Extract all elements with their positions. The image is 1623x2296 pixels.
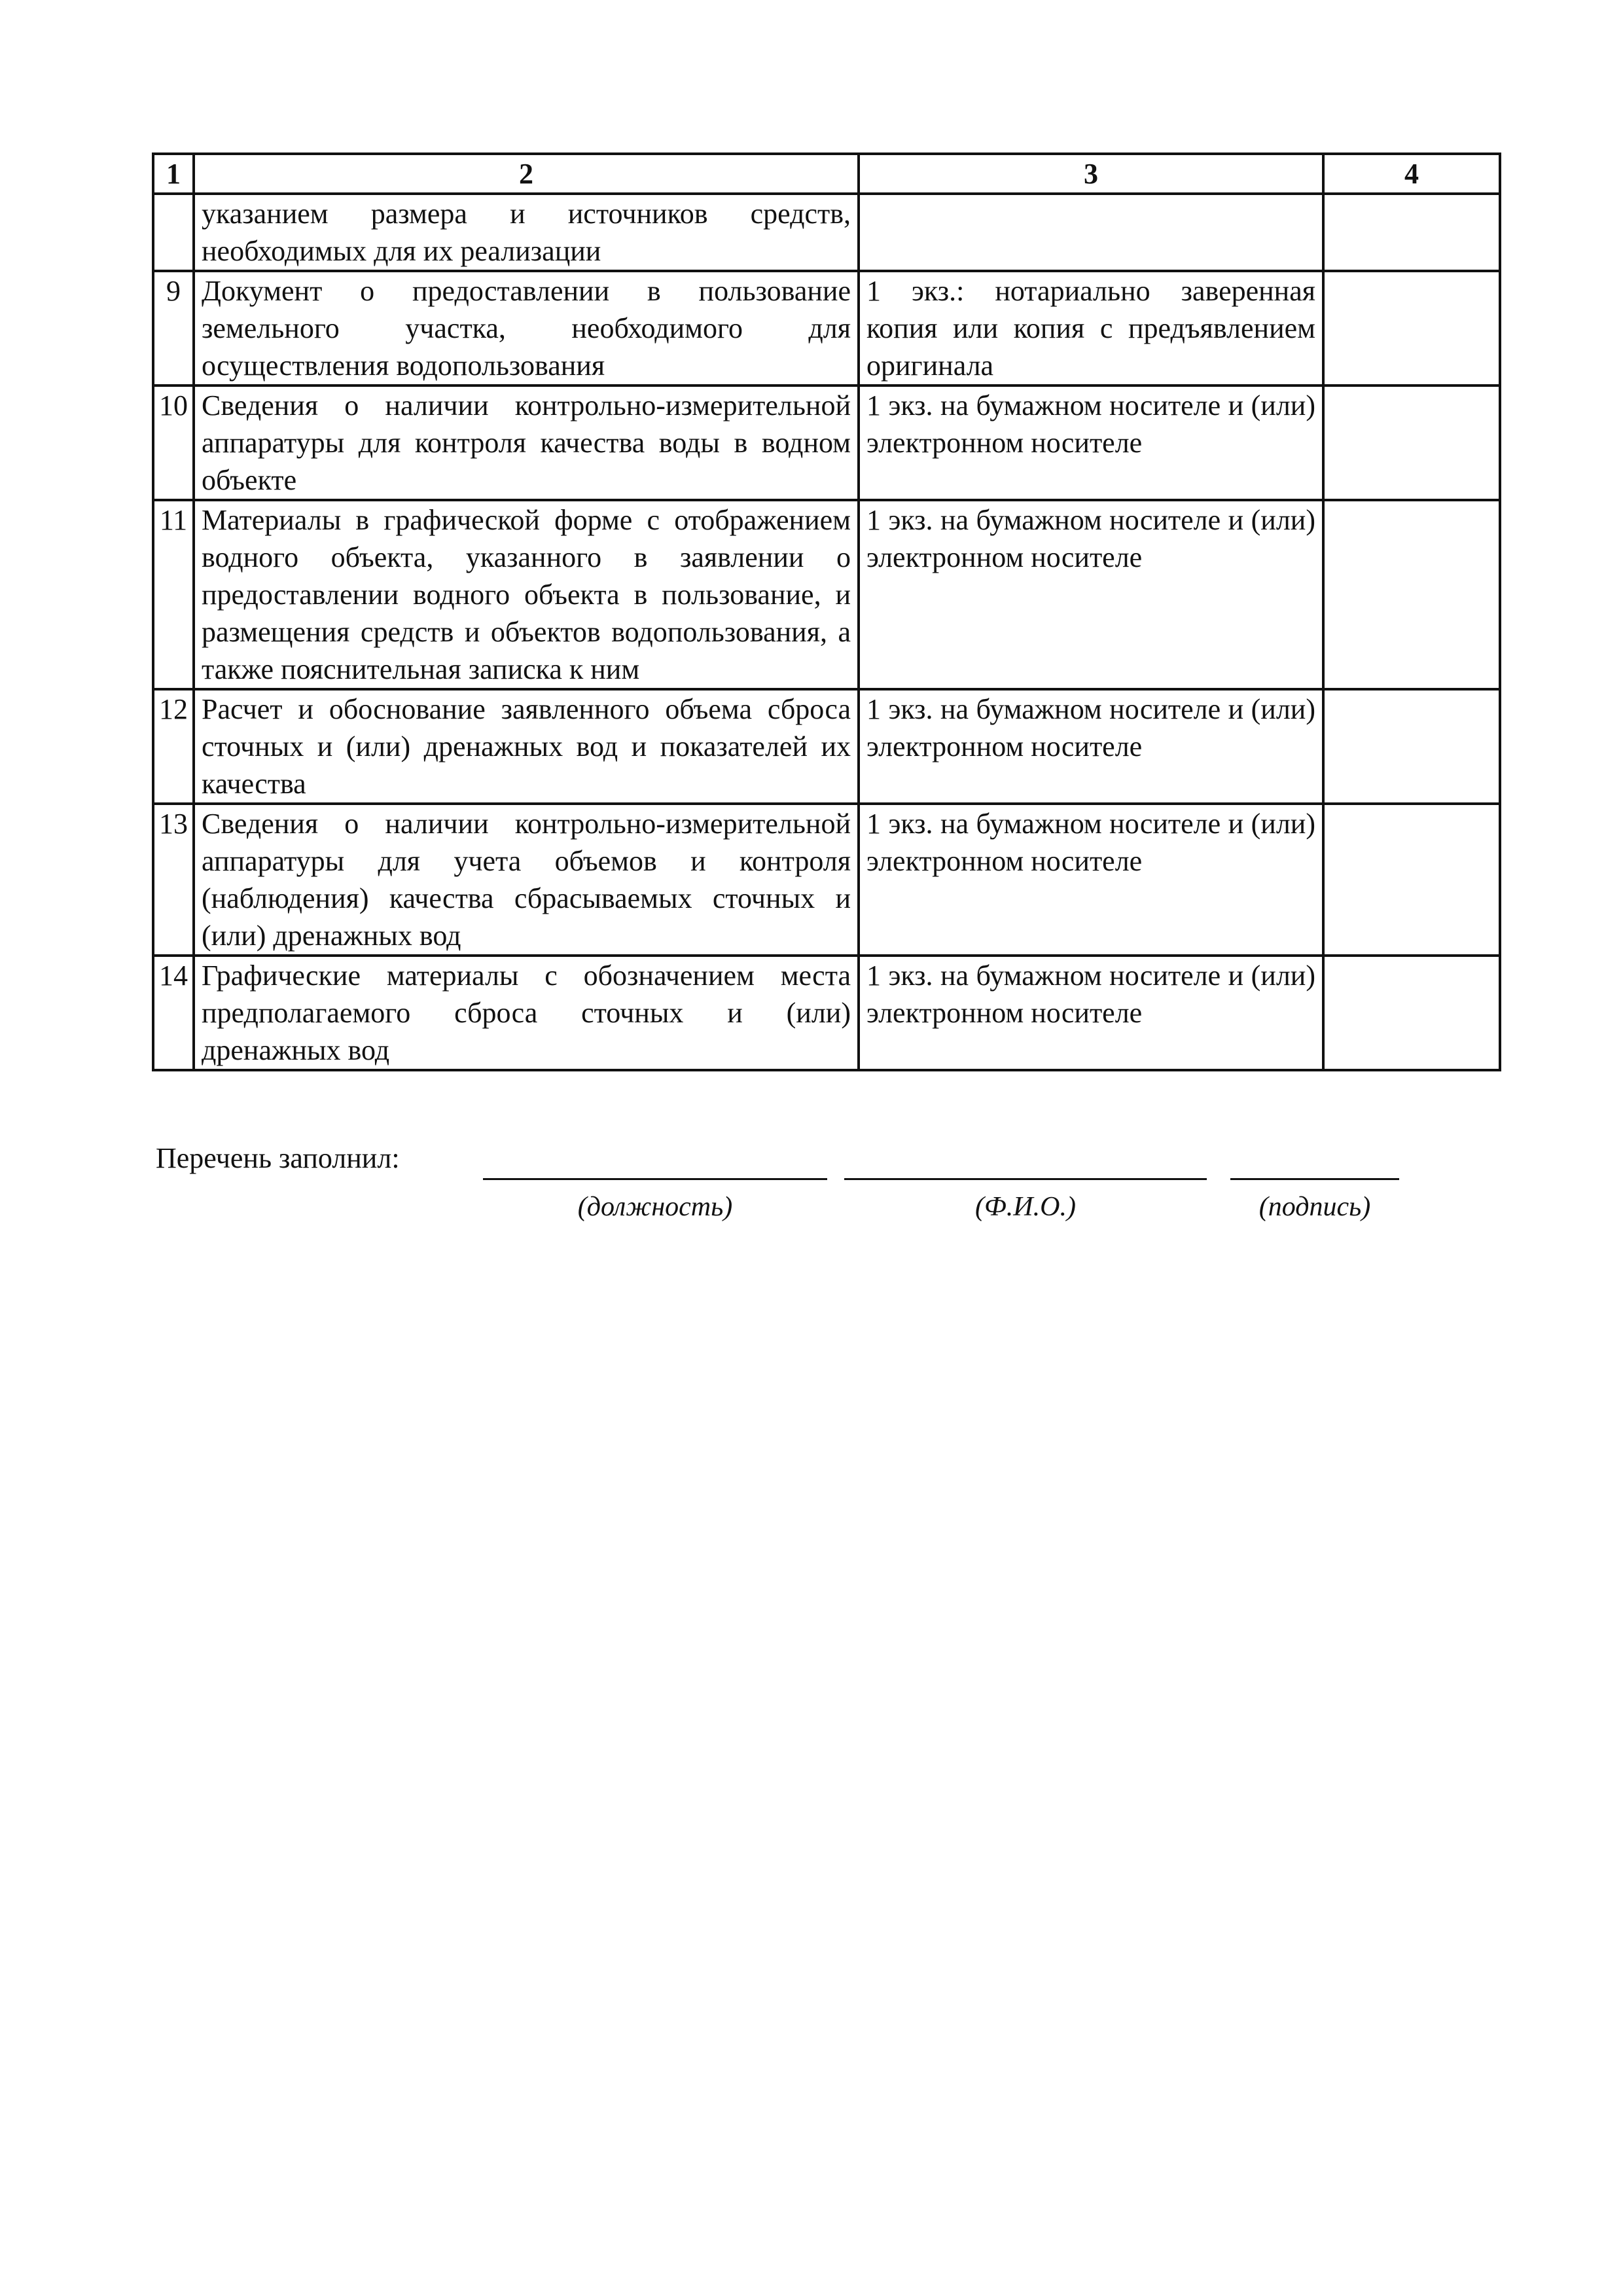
- table-header-row: [153, 154, 1500, 194]
- table-row: [153, 271, 1500, 386]
- row-description: Сведения о наличии контрольно-измерительной аппаратуры для контроля качества воды в водном объекте: [194, 386, 859, 500]
- row-description: Графические материалы с обозначением места предполагаемого сброса сточных и (или) дренажных вод: [194, 956, 859, 1070]
- row-copies: 1 экз. на бумажном носителе и (или) электронном носителе: [859, 956, 1323, 1070]
- row-copies: 1 экз. на бумажном носителе и (или) электронном носителе: [859, 804, 1323, 956]
- row-number: 9: [153, 271, 194, 386]
- row-copies: 1 экз. на бумажном носителе и (или) электронном носителе: [859, 500, 1323, 689]
- row-number: 14: [153, 956, 194, 1070]
- row-description: Расчет и обоснование заявленного объема сброса сточных и (или) дренажных вод и показателей их качества: [194, 689, 859, 804]
- table-row: [153, 194, 1500, 271]
- column-header-4: 4: [1323, 154, 1500, 194]
- column-header-1: 1: [153, 154, 194, 194]
- column-header-3: 3: [859, 154, 1323, 194]
- row-description: указанием размера и источников средств, необходимых для их реализации: [194, 194, 859, 271]
- row-note: [1323, 386, 1500, 500]
- table-row: [153, 804, 1500, 956]
- row-number: [153, 194, 194, 271]
- row-description: Материалы в графической форме с отображением водного объекта, указанного в заявлении о предоставлении водного объекта в пользование, и размещения средств и объектов водопользования, а также пояснительная записка к ним: [194, 500, 859, 689]
- signature-caption: (подпись): [1258, 1192, 1371, 1222]
- table-row: [153, 386, 1500, 500]
- row-note: [1323, 956, 1500, 1070]
- row-number: 12: [153, 689, 194, 804]
- table-row: [153, 956, 1500, 1070]
- row-copies: 1 экз. на бумажном носителе и (или) электронном носителе: [859, 689, 1323, 804]
- row-note: [1323, 271, 1500, 386]
- signature-block: [156, 1141, 1465, 1233]
- row-description: Сведения о наличии контрольно-измерительной аппаратуры для учета объемов и контроля (наблюдения) качества сбрасываемых сточных и (или) дренажных вод: [194, 804, 859, 956]
- row-number: 10: [153, 386, 194, 500]
- signature-label: Перечень заполнил:: [156, 1142, 400, 1174]
- row-copies: 1 экз.: нотариально заверенная копия или копия с предъявлением оригинала: [859, 271, 1323, 386]
- table-row: [153, 500, 1500, 689]
- row-note: [1323, 500, 1500, 689]
- row-note: [1323, 194, 1500, 271]
- signature-line: [1230, 1178, 1399, 1180]
- name-line: [844, 1178, 1207, 1180]
- column-header-2: 2: [194, 154, 859, 194]
- row-note: [1323, 689, 1500, 804]
- row-copies: [859, 194, 1323, 271]
- row-number: 11: [153, 500, 194, 689]
- position-caption: (должность): [577, 1192, 733, 1222]
- table-row: [153, 689, 1500, 804]
- position-line: [483, 1178, 827, 1180]
- documents-table: [152, 152, 1501, 1071]
- name-caption: (Ф.И.О.): [975, 1192, 1076, 1222]
- row-number: 13: [153, 804, 194, 956]
- row-note: [1323, 804, 1500, 956]
- row-description: Документ о предоставлении в пользование земельного участка, необходимого для осуществления водопользования: [194, 271, 859, 386]
- row-copies: 1 экз. на бумажном носителе и (или) электронном носителе: [859, 386, 1323, 500]
